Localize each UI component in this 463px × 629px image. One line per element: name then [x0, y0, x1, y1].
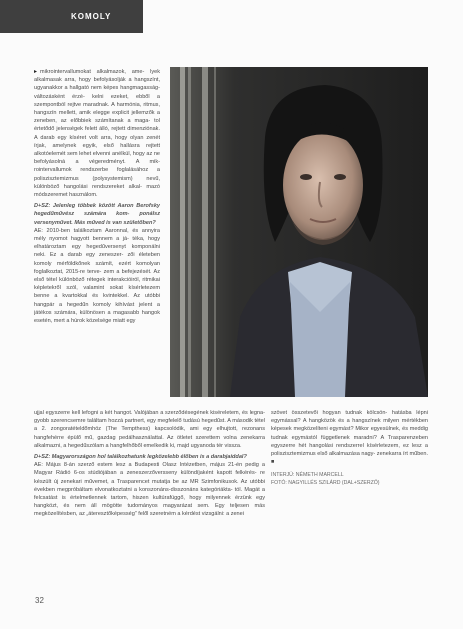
answer-paragraph: AE: 2010-ben találkoztam Aaronnal, és annyira mély nyomot hagyott bennem a já- téka, hogy elhatároztam egy hegedűversenyt komponálni neki. Ez a darab egy zeneszer- zői életeben komoly mérföldkőnek számít, ezért komolyan foglalkoztat, 2015-re terve- zem a befejezését. Az első tétel különböző rétegek interakcióiról, ritmikai képletekről szól, valamint sokat kísérletezem benne a kvartokkal és kvintekkel. Az utóbbi hangpár a hegedűn komoly kihívást jelent a játékos számára, különösen a magasabb hangok esetén, mert a húrok közelsége miatt egy — [34, 227, 160, 325]
portrait-photo — [170, 67, 428, 397]
end-mark-icon: ■ — [271, 459, 275, 466]
paragraph-continuation: ▸ mikrointervallumokat alkalmazok, ame- lyek alkalmasak arra, hogy befolyásolják a hangszínt, ugyanakkor a hallgató nem képes hangmagasság-változásként érzé- kelni ezeket, ebből a szempontból rejtve maradnak. A harmónia, ritmus, hangszín mellett, amik elegge explicit jellemzők a zeneben, az előbbiek számítanak a maga- tol értetődő jelenségek felett álló, rejtett dimenziónak. A darab egy kíséret volt arra, hogy olyan zenét írjak, amelynek egyik, első hallásra rejtett alkotóelemét sem lehet elvenni anélkül, hogy az ne befolyásolná a végeredményt. A mik- rointervallumok rendszerbe foglalásához a poliszisztemizmus (polysystemism) nevű, különböző hangolási rendszereket alkal- mazó módszeremet használom. — [34, 69, 160, 199]
credits — [271, 472, 428, 487]
portrait-illustration — [170, 67, 428, 397]
page-number: 32 — [35, 596, 44, 605]
section-tab — [0, 0, 143, 33]
answer-paragraph-2: AE: Május 8-án szerző estem lesz a Budapesti Olasz Intézetben, május 21-én pedig a Magyar Rádió 6-os stúdiójában a zeneszerzőversseny különdíjaként kapott felkérés- re készült új zenekari művemet, a Trasparencet mutatja be az MR Szimfonikusok. Az utóbbi években megpróbáltam elvonatkoztatni a konszonáns-disszonáns kategóriákta- tól. Magát a felcsatást is értelmetlennek tartom, hiszen kultúrafüggő, hogy milyennek érzünk egy hangközt, és nem áll mögötte tudományos magyarázat sem. Egy teljesen más megközelítésben, az „áteresztőképesség” felől szeretném a kérdést vizsgálni: a zenei — [34, 462, 265, 518]
wide-text-column — [34, 409, 265, 519]
section-label: KOMOLY — [71, 12, 112, 21]
left-text-column — [34, 68, 160, 406]
answer-paragraph-end: szövet összetevői hogyan tudnak kölcsön- hatásba lépni egymással? A hangközök és a hangszínek milyen mértékben képesek megközelíteni egymást? Mikor egyesülnek, és meddig tudnak egymástól függetlenek maradni? A Trasparenzeben egyszerre hét hangolási rendszerrel kísérletezem, ez lesz a poliszisztemizmus első alkalmazása nagy- zenekarra írt műben. ■ — [271, 410, 428, 466]
interview-credit: INTERJÚ: NÉMETH MARCELL — [271, 472, 344, 479]
photo-credit: FOTÓ: NAGYILLÉS SZILÁRD (DAL+SZERZŐ) — [271, 479, 380, 486]
right-text-column — [271, 409, 428, 487]
answer-paragraph-continued: ujjal egyszerre kell lefogni a két hangot. Valójában a szerződésegének kiséreletem, és legna- gyobb szerencsemre találtam hozzá partnert, egy megfelelő tudású hegedűst. A második tétel a 2. zongoratételdőmhöz (The Tempthess) kapcsolódik, ami egy elhujtott, rezonans hangfehérre épülő mű, gazdag pedálhasználattal. Az ötletet szerettem volna zenekarra alkalmazni, a hegedűszólam a hangfelhőből emelkedik ki, majd ugyanoda tér vissza. — [34, 410, 265, 449]
question-paragraph: D+SZ: Jelenleg többek között Aaron Berofsky hegedűművész számára kom- ponálsz versenyművet. Más műved is van születőben? — [34, 203, 160, 226]
continuation-marker-icon: ▸ — [34, 69, 38, 75]
question-paragraph-2: D+SZ: Magyarországon hol találkozhatunk legközelebb élőben is a darabjaiddal? — [34, 454, 247, 461]
